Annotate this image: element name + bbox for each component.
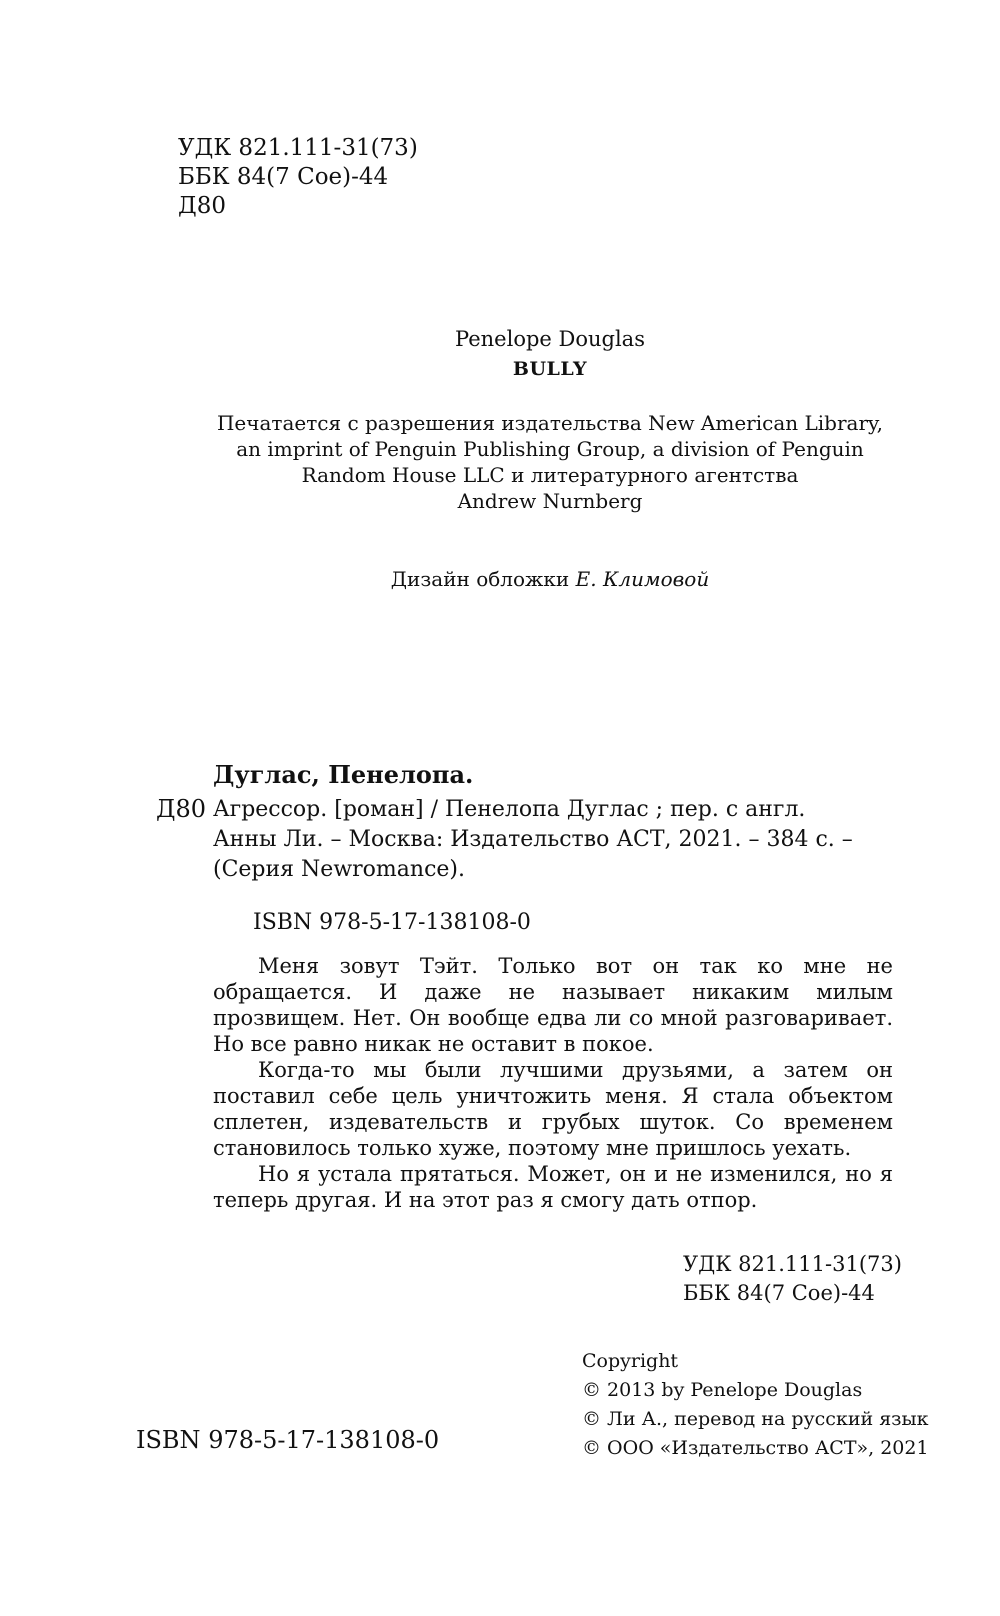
bbk-code: ББК 84(7 Сое)-44 bbox=[683, 1281, 875, 1305]
bibliographic-record bbox=[213, 795, 893, 885]
copyright-line: © ООО «Издательство АСТ», 2021 bbox=[582, 1437, 929, 1459]
classification-block-top bbox=[178, 134, 418, 221]
author-mark: Д80 bbox=[178, 193, 226, 219]
annotation-paragraph: Но я устала прятаться. Может, он и не изменился, но я теперь другая. И на этот раз я смогу дать отпор. bbox=[213, 1162, 893, 1212]
classification-block-bottom bbox=[683, 1250, 902, 1308]
record-line: Анны Ли. – Москва: Издательство АСТ, 2021. – 384 с. – bbox=[213, 827, 853, 852]
original-title: BULLY bbox=[512, 358, 588, 380]
annotation bbox=[213, 953, 893, 1213]
cover-design-label: Дизайн обложки bbox=[390, 567, 570, 591]
copyright-line: © 2013 by Penelope Douglas bbox=[582, 1379, 863, 1401]
udk-code: УДК 821.111-31(73) bbox=[683, 1252, 902, 1276]
original-author: Penelope Douglas bbox=[455, 327, 645, 351]
original-edition bbox=[0, 324, 1000, 384]
permission-line: an imprint of Penguin Publishing Group, a division of Penguin bbox=[236, 437, 864, 461]
permission-notice bbox=[0, 410, 1000, 514]
permission-line: Andrew Nurnberg bbox=[457, 489, 643, 513]
cover-design-artist: Е. Климовой bbox=[575, 567, 710, 591]
record-call-mark: Д80 bbox=[156, 795, 207, 823]
isbn: ISBN 978-5-17-138108-0 bbox=[136, 1426, 440, 1454]
record-isbn: ISBN 978-5-17-138108-0 bbox=[253, 910, 531, 935]
record-line: (Серия Newromance). bbox=[213, 857, 465, 882]
copyright-block bbox=[582, 1347, 929, 1463]
copyright-heading: Copyright bbox=[582, 1350, 679, 1372]
record-line: Агрессор. [роман] / Пенелопа Дуглас ; пер. с англ. bbox=[213, 797, 806, 822]
record-author-heading: Дуглас, Пенелопа. bbox=[213, 760, 474, 789]
permission-line: Random House LLC и литературного агентства bbox=[301, 463, 799, 487]
copyright-line: © Ли А., перевод на русский язык bbox=[582, 1408, 929, 1430]
bbk-code: ББК 84(7 Сое)-44 bbox=[178, 164, 389, 190]
cover-design-credit bbox=[0, 567, 1000, 591]
permission-line: Печатается с разрешения издательства New American Library, bbox=[216, 411, 884, 435]
annotation-paragraph: Когда-то мы были лучшими друзьями, а затем он поставил себе цель уничтожить меня. Я стала объектом сплетен, издевательств и грубых шуток. Со временем становилось только хуже, поэтому мне пришлось уехать. bbox=[213, 1058, 893, 1160]
annotation-paragraph: Меня зовут Тэйт. Только вот он так ко мне не обращается. И даже не называет никаким милым прозвищем. Нет. Он вообще едва ли со мной разговаривает. Но все равно никак не оставит в покое. bbox=[213, 954, 893, 1056]
udk-code: УДК 821.111-31(73) bbox=[178, 135, 418, 161]
